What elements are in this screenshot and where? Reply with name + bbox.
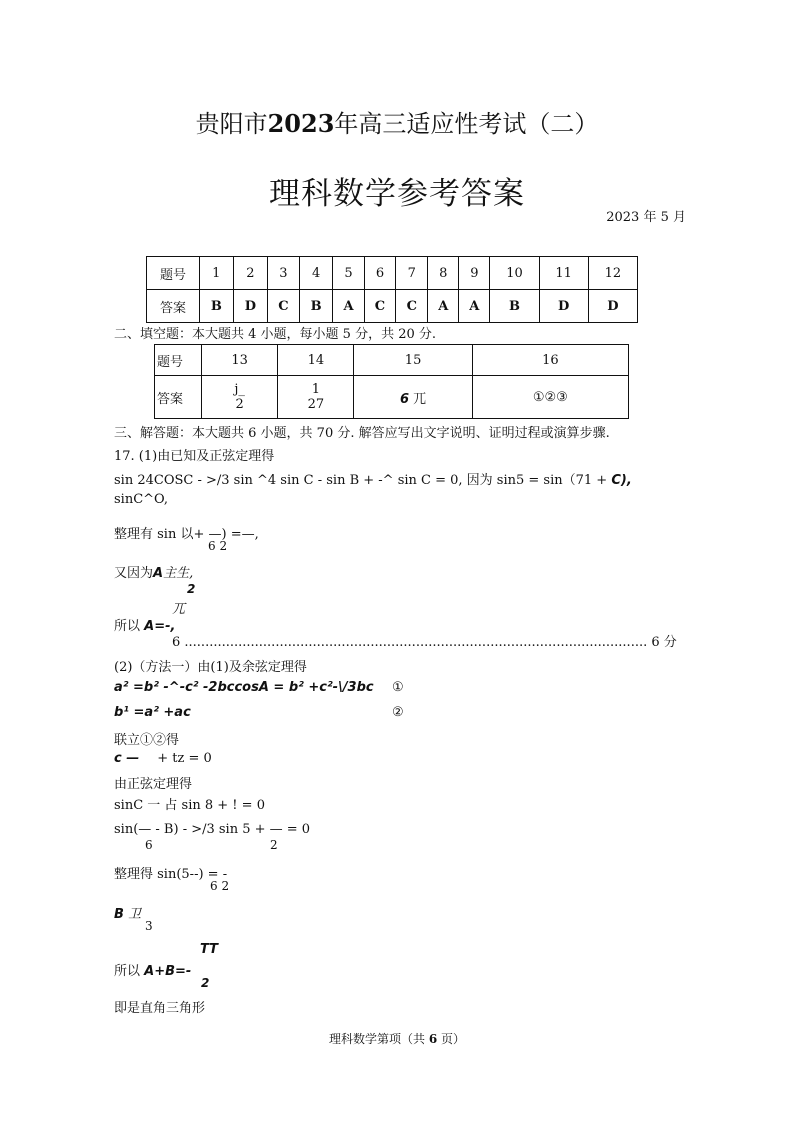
solution-line: sin 24COSC - >/3 sin ^4 sin C - sin B + -^ sin C = 0, 因为 sin5 = sin（71 + C), xyxy=(114,473,632,488)
solution-line: B 卫 xyxy=(114,907,142,922)
answer-cell xyxy=(278,376,354,419)
fraction-denominator: 27 xyxy=(307,397,325,412)
fraction xyxy=(234,382,245,412)
solution-line: sin(— - B) - >/3 sin 5 + — = 0 xyxy=(114,822,311,837)
solution-line: 所以 A+B=- xyxy=(114,964,192,979)
answer-cell xyxy=(202,376,278,419)
equation-2: b¹ =a² +ac xyxy=(114,705,191,720)
question-number: 14 xyxy=(278,345,354,376)
solution-line: 即是直角三角形 xyxy=(114,1001,206,1016)
multiple-choice-table xyxy=(146,256,638,323)
solution-fraction-part: 兀 xyxy=(172,602,186,617)
solution-fraction-part: 2 xyxy=(187,582,196,596)
question-number: 12 xyxy=(588,257,637,290)
answer-bold: 6 xyxy=(399,391,410,407)
question-number: 16 xyxy=(472,345,628,376)
page-subtitle: 理科数学参考答案 xyxy=(269,176,525,212)
solution-line: sinC 一 占 sin 8 + ! = 0 xyxy=(114,798,265,813)
solution-subscript: 2 xyxy=(270,838,278,852)
answer-cell: A xyxy=(333,290,364,323)
answer-cell: D xyxy=(588,290,637,323)
solution-subscript: 3 xyxy=(145,919,153,933)
score-line: 6 ................................................................................................................ 6 分 xyxy=(172,635,677,650)
question-number: 13 xyxy=(202,345,278,376)
page-footer: 理科数学第项（共 6 页） xyxy=(328,1032,465,1046)
answer-cell: C xyxy=(268,290,300,323)
solution-line: sinC^O, xyxy=(114,492,169,507)
question-number: 2 xyxy=(233,257,267,290)
section-heading: 二、填空题：本大题共 4 小题，每小题 5 分，共 20 分. xyxy=(114,327,437,342)
question-number: 10 xyxy=(490,257,539,290)
section-heading: 三、解答题：本大题共 6 小题，共 70 分. 解答应写出文字说明、证明过程或演算步骤. xyxy=(114,426,610,441)
solution-line: c — + tz = 0 xyxy=(114,751,212,766)
question-number: 9 xyxy=(459,257,490,290)
equation-1: a² =b² -^-c² -2bccosA = b² +c²-\/3bc xyxy=(114,680,374,695)
answer-text: 兀 xyxy=(413,391,427,407)
answer-cell xyxy=(354,376,472,419)
answer-cell: B xyxy=(200,290,234,323)
table-header-cell: 答案 xyxy=(155,376,202,419)
question-number: 7 xyxy=(396,257,428,290)
question-number: 4 xyxy=(299,257,333,290)
question-number: 11 xyxy=(539,257,588,290)
fraction-denominator: 2 xyxy=(235,397,244,412)
answer-cell: B xyxy=(490,290,539,323)
table-row xyxy=(147,257,638,290)
equation-marker: ① xyxy=(392,680,404,695)
date: 2023 年 5 月 xyxy=(606,210,686,225)
table-header-cell: 题号 xyxy=(155,345,202,376)
question-number: 6 xyxy=(364,257,396,290)
answer-cell: B xyxy=(299,290,333,323)
answer-cell: C xyxy=(396,290,428,323)
question-number: 15 xyxy=(354,345,472,376)
solution-line: 整理有 sin 以+ —) =—, xyxy=(114,527,259,542)
solution-line: 又因为A主生, xyxy=(114,566,194,581)
question-number: 3 xyxy=(268,257,300,290)
fraction-numerator: 1 xyxy=(311,382,320,397)
table-row xyxy=(147,290,638,323)
solution-line: 整理得 sin(5--) = - xyxy=(114,867,228,882)
table-row xyxy=(155,345,629,376)
solution-line: (2)（方法一）由(1)及余弦定理得 xyxy=(114,660,307,675)
solution-subscript: 6 2 xyxy=(210,879,230,893)
question-number: 8 xyxy=(428,257,459,290)
page-title: 贵阳市2023年高三适应性考试（二） xyxy=(195,109,599,138)
answer-cell: A xyxy=(459,290,490,323)
solution-line: 所以 A=-, xyxy=(114,619,176,634)
answer-cell: C xyxy=(364,290,396,323)
fraction-numerator: j_ xyxy=(234,382,245,397)
solution-line: 联立①②得 xyxy=(114,733,180,748)
answer-cell: D xyxy=(539,290,588,323)
solution-fraction-part: 2 xyxy=(201,976,210,990)
question-number: 5 xyxy=(333,257,364,290)
answer-cell: A xyxy=(428,290,459,323)
solution-line: 由正弦定理得 xyxy=(114,777,193,792)
solution-subscript: 6 xyxy=(145,838,153,852)
solution-line: 17. (1)由已知及正弦定理得 xyxy=(114,449,275,464)
question-number: 1 xyxy=(200,257,234,290)
table-header-cell: 题号 xyxy=(147,257,200,290)
table-row xyxy=(155,376,629,419)
answer-cell: ①②③ xyxy=(472,376,628,419)
answer-cell: D xyxy=(233,290,267,323)
solution-subscript: 6 2 xyxy=(208,539,228,553)
solution-fraction-part: TT xyxy=(200,942,219,957)
equation-marker: ② xyxy=(392,705,404,720)
fill-in-table xyxy=(154,344,629,419)
fraction xyxy=(308,382,325,412)
table-header-cell: 答案 xyxy=(147,290,200,323)
